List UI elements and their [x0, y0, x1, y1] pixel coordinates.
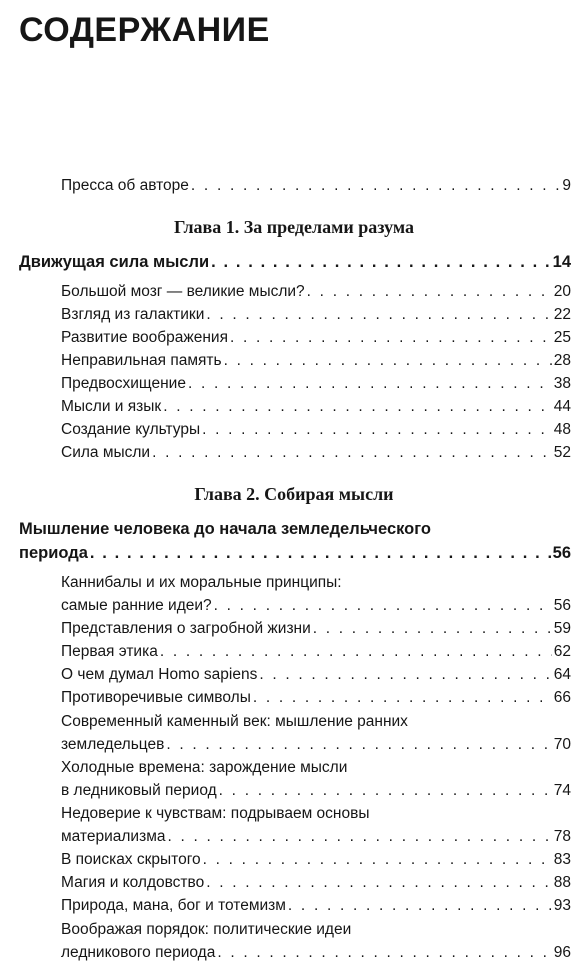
toc-entry-title: Создание культуры: [61, 421, 201, 438]
toc-section-page: 56: [552, 544, 571, 562]
toc-section-title-line1[interactable]: Мышление человека до начала земледельческого: [19, 520, 431, 538]
toc-entry-title-line1[interactable]: Современный каменный век: мышление ранних: [61, 713, 408, 730]
toc-entry-page: 38: [553, 375, 571, 392]
toc-entry[interactable]: [61, 395, 571, 418]
toc-entry-title-line1[interactable]: Недоверие к чувствам: подрываем основы: [61, 805, 370, 822]
toc-entry-page: 74: [553, 782, 571, 799]
toc-entry-page: 93: [553, 897, 571, 914]
toc-entry-title: Противоречивые символы: [61, 689, 251, 706]
page-title: СОДЕРЖАНИЕ: [19, 11, 270, 49]
dot-leader: [167, 825, 551, 848]
toc-section-title: Движущая сила мысли: [19, 253, 210, 271]
dot-leader: [202, 418, 552, 441]
toc-entry-title: В поисках скрытого: [61, 851, 201, 868]
toc-entry-title: Неправильная память: [61, 352, 222, 369]
chapter-heading: Глава 2. Собирая мысли: [194, 484, 394, 504]
toc-entry-page: 88: [553, 874, 571, 891]
toc-entry[interactable]: [61, 941, 571, 964]
dot-leader: [219, 779, 552, 802]
dot-leader: [217, 941, 551, 964]
dot-leader: [313, 617, 552, 640]
toc-section[interactable]: [19, 542, 571, 565]
dot-leader: [166, 733, 551, 756]
toc-entry-page: 22: [553, 306, 571, 323]
toc-entry-page: 25: [553, 329, 571, 346]
toc-entry[interactable]: [61, 303, 571, 326]
toc-entry-page: 59: [553, 620, 571, 637]
toc-entry-title: Первая этика: [61, 643, 158, 660]
toc-entry[interactable]: [61, 349, 571, 372]
toc-section[interactable]: [19, 251, 571, 274]
dot-leader: [214, 594, 552, 617]
toc-entry[interactable]: [61, 441, 571, 464]
toc-entry-title: Представления о загробной жизни: [61, 620, 311, 637]
toc-entry[interactable]: [61, 871, 571, 894]
dot-leader: [253, 686, 552, 709]
toc-entry-press[interactable]: [61, 174, 571, 197]
toc-entry[interactable]: [61, 280, 571, 303]
toc-entry-page: 48: [553, 421, 571, 438]
dot-leader: [152, 441, 552, 464]
dot-leader: [160, 640, 552, 663]
toc-entry[interactable]: [61, 617, 571, 640]
toc-entry-page: 62: [553, 643, 571, 660]
toc-entry-page: 44: [553, 398, 571, 415]
dot-leader: [203, 848, 552, 871]
toc-entry-title: Мысли и язык: [61, 398, 162, 415]
toc-entry[interactable]: [61, 326, 571, 349]
toc-entry-title: самые ранние идеи?: [61, 597, 212, 614]
toc-entry-title: земледельцев: [61, 736, 165, 753]
dot-leader: [288, 894, 552, 917]
toc-entry-page: 83: [553, 851, 571, 868]
toc-section-title: периода: [19, 544, 88, 562]
toc-entry[interactable]: [61, 733, 571, 756]
dot-leader: [307, 280, 552, 303]
toc-entry-page: 78: [553, 828, 571, 845]
toc-entry[interactable]: [61, 418, 571, 441]
toc-entry[interactable]: [61, 825, 571, 848]
toc-entry[interactable]: [61, 663, 571, 686]
toc-entry-title: в ледниковый период: [61, 782, 217, 799]
toc-entry-page: 9: [562, 177, 571, 194]
toc-entry-title-line1[interactable]: Воображая порядок: политические идеи: [61, 921, 352, 938]
toc-entry[interactable]: [61, 594, 571, 617]
toc-entry-title: Сила мысли: [61, 444, 151, 461]
toc-entry-title: Магия и колдовство: [61, 874, 205, 891]
toc-entry-page: 96: [553, 944, 571, 961]
toc-section-page: 14: [552, 253, 571, 271]
toc-entry-title-line1[interactable]: Холодные времена: зарождение мысли: [61, 759, 348, 776]
dot-leader: [188, 372, 552, 395]
toc-entry[interactable]: [61, 848, 571, 871]
toc-entry[interactable]: [61, 372, 571, 395]
dot-leader: [211, 251, 551, 274]
toc-entry-title: материализма: [61, 828, 166, 845]
dot-leader: [206, 303, 551, 326]
dot-leader: [259, 663, 551, 686]
toc-entry[interactable]: [61, 779, 571, 802]
toc-entry[interactable]: [61, 686, 571, 709]
dot-leader: [230, 326, 552, 349]
dot-leader: [90, 542, 551, 565]
dot-leader: [163, 395, 552, 418]
toc-entry-title-line1[interactable]: Каннибалы и их моральные принципы:: [61, 574, 342, 591]
toc-entry-title: Пресса об авторе: [61, 177, 189, 194]
toc-entry-page: 70: [553, 736, 571, 753]
toc-entry-page: 20: [553, 283, 571, 300]
toc-entry[interactable]: [61, 894, 571, 917]
toc-entry-page: 64: [553, 666, 571, 683]
toc-entry-title: Большой мозг — великие мысли?: [61, 283, 305, 300]
toc-entry-title: Предвосхищение: [61, 375, 186, 392]
toc-entry-page: 56: [553, 597, 571, 614]
toc-entry-title: О чем думал Homo sapiens: [61, 666, 258, 683]
toc-entry-page: 28: [553, 352, 571, 369]
toc-entry-title: Взгляд из галактики: [61, 306, 205, 323]
toc-entry[interactable]: [61, 640, 571, 663]
toc-entry-title: Природа, мана, бог и тотемизм: [61, 897, 286, 914]
toc-entry-page: 52: [553, 444, 571, 461]
dot-leader: [206, 871, 552, 894]
dot-leader: [224, 349, 552, 372]
chapter-heading: Глава 1. За пределами разума: [174, 217, 414, 237]
toc-entry-page: 66: [553, 689, 571, 706]
dot-leader: [191, 174, 560, 197]
toc-entry-title: Развитие воображения: [61, 329, 228, 346]
toc-entry-title: ледникового периода: [61, 944, 216, 961]
